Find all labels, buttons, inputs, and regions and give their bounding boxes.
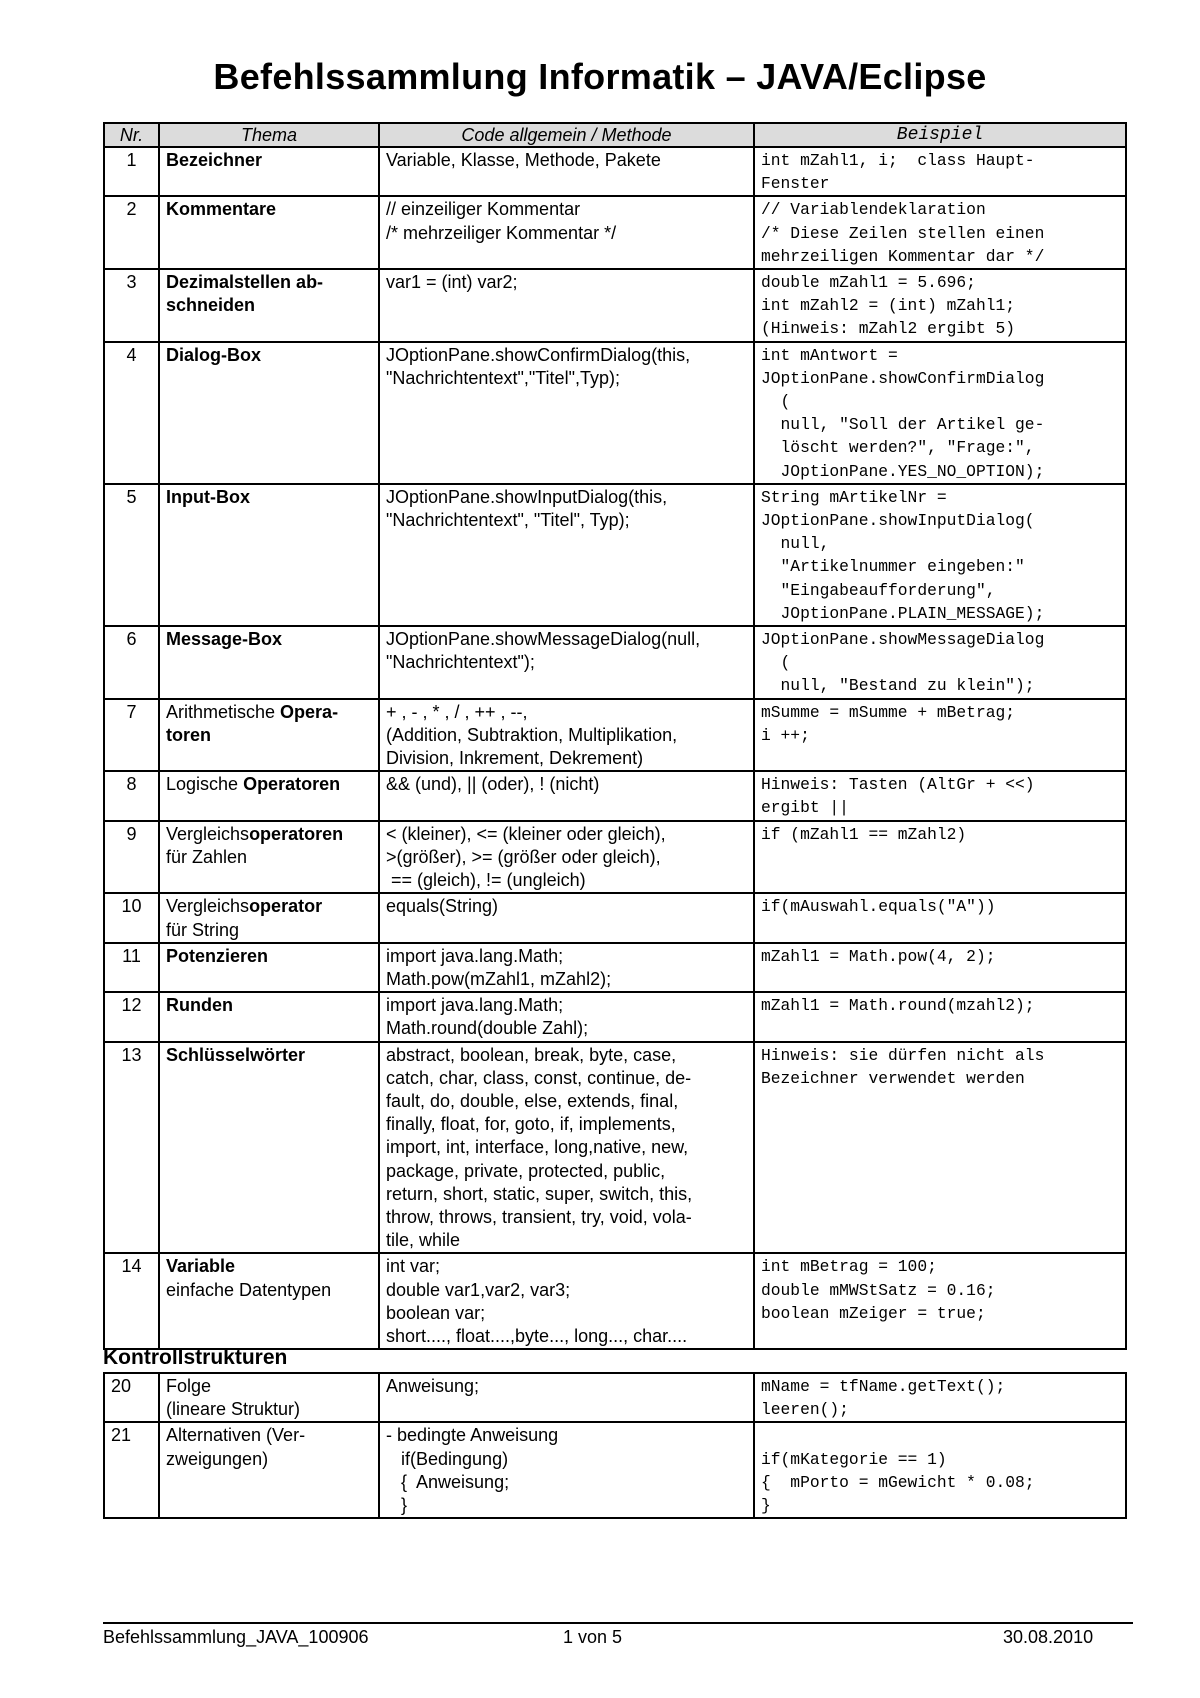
row-topic bbox=[159, 269, 379, 342]
example-line: if(mAuswahl.equals("A")) bbox=[761, 897, 996, 917]
footer-page-number: 1 von 5 bbox=[563, 1627, 623, 1647]
row-code bbox=[379, 1373, 754, 1422]
example-line: Hinweis: Tasten (AltGr + <<) bbox=[761, 775, 1035, 795]
row-number: 4 bbox=[104, 342, 159, 484]
row-code bbox=[379, 626, 754, 699]
row-topic bbox=[159, 992, 379, 1041]
row-number: 9 bbox=[104, 821, 159, 894]
header-thema: Thema bbox=[159, 123, 379, 147]
code-line: JOptionPane.showInputDialog(this, bbox=[386, 486, 668, 507]
code-line: Division, Inkrement, Dekrement) bbox=[386, 748, 644, 769]
topic-text-bold: Kommentare bbox=[166, 199, 277, 220]
row-topic bbox=[159, 626, 379, 699]
topic-text-bold: Dialog-Box bbox=[166, 344, 262, 365]
code-line: tile, while bbox=[386, 1230, 461, 1251]
row-topic bbox=[159, 893, 379, 942]
row-topic bbox=[159, 1042, 379, 1254]
example-line: String mArtikelNr = bbox=[761, 487, 947, 507]
topic-text: zweigungen) bbox=[166, 1448, 269, 1469]
topic-text: einfache Datentypen bbox=[166, 1279, 332, 1300]
example-line: null, "Bestand zu klein"); bbox=[761, 676, 1035, 696]
example-line: JOptionPane.showConfirmDialog bbox=[761, 368, 1045, 388]
topic-text-bold: Schlüsselwörter bbox=[166, 1044, 306, 1065]
topic-line bbox=[166, 1398, 372, 1421]
page-title: Befehlssammlung Informatik – JAVA/Eclipse bbox=[213, 56, 987, 97]
example-line: double mZahl1 = 5.696; bbox=[761, 273, 976, 293]
topic-line bbox=[166, 1044, 372, 1067]
table-row bbox=[104, 1373, 1126, 1422]
table-row bbox=[104, 196, 1126, 269]
code-line: return, short, static, super, switch, this, bbox=[386, 1183, 693, 1204]
topic-line bbox=[166, 773, 372, 796]
code-line: throw, throws, transient, try, void, vola- bbox=[386, 1206, 692, 1227]
table-row bbox=[104, 484, 1126, 626]
code-line: "Nachrichtentext", "Titel", Typ); bbox=[386, 510, 630, 531]
code-line: /* mehrzeiliger Kommentar */ bbox=[386, 222, 617, 243]
row-code bbox=[379, 1253, 754, 1349]
code-line: == (gleich), != (ungleich) bbox=[386, 870, 586, 891]
row-number: 13 bbox=[104, 1042, 159, 1254]
example-line: mName = tfName.getText(); bbox=[761, 1377, 1006, 1396]
topic-text-bold: Bezeichner bbox=[166, 150, 263, 170]
table-row bbox=[104, 893, 1126, 942]
row-number: 11 bbox=[104, 943, 159, 992]
row-example bbox=[754, 147, 1126, 196]
example-line: "Artikelnummer eingeben:" bbox=[761, 557, 1025, 577]
row-example bbox=[754, 1042, 1126, 1254]
topic-text: Alternativen (Ver- bbox=[166, 1425, 306, 1446]
row-topic bbox=[159, 196, 379, 269]
row-code bbox=[379, 484, 754, 626]
code-line: } bbox=[386, 1495, 408, 1516]
row-code bbox=[379, 1042, 754, 1254]
topic-text: für Zahlen bbox=[166, 846, 248, 867]
table-row bbox=[104, 626, 1126, 699]
topic-line bbox=[166, 1448, 372, 1471]
example-line: ( bbox=[761, 392, 791, 412]
code-line: var1 = (int) var2; bbox=[386, 272, 518, 293]
topic-line bbox=[166, 628, 372, 651]
code-line: + , - , * , / , ++ , --, bbox=[386, 701, 528, 722]
row-code bbox=[379, 893, 754, 942]
table-row bbox=[104, 699, 1126, 772]
example-line: int mZahl2 = (int) mZahl1; bbox=[761, 296, 1016, 316]
code-line: abstract, boolean, break, byte, case, bbox=[386, 1044, 677, 1065]
row-code bbox=[379, 992, 754, 1041]
code-line: equals(String) bbox=[386, 896, 499, 917]
row-topic bbox=[159, 1422, 379, 1518]
row-example bbox=[754, 699, 1126, 772]
row-number: 8 bbox=[104, 771, 159, 820]
row-number: 3 bbox=[104, 269, 159, 342]
example-line: if (mZahl1 == mZahl2) bbox=[761, 824, 967, 844]
topic-text-bold: Opera- bbox=[280, 701, 339, 722]
topic-text-bold: Dezimalstellen ab- bbox=[166, 272, 324, 293]
row-number: 5 bbox=[104, 484, 159, 626]
command-table bbox=[103, 122, 1127, 1350]
topic-text: Folge bbox=[166, 1376, 212, 1396]
topic-line bbox=[166, 149, 372, 172]
row-topic bbox=[159, 771, 379, 820]
topic-line bbox=[166, 1424, 372, 1447]
code-line: // einzeiliger Kommentar bbox=[386, 199, 581, 220]
code-line: Math.pow(mZahl1, mZahl2); bbox=[386, 968, 612, 989]
header-nr: Nr. bbox=[104, 123, 159, 147]
topic-text: Vergleichs bbox=[166, 823, 250, 844]
topic-line bbox=[166, 198, 372, 221]
row-code bbox=[379, 1422, 754, 1518]
code-line: short...., float....,byte..., long..., char.... bbox=[386, 1325, 688, 1346]
table-row bbox=[104, 147, 1126, 196]
row-code bbox=[379, 269, 754, 342]
row-code bbox=[379, 699, 754, 772]
row-example bbox=[754, 1422, 1126, 1518]
example-line: boolean mZeiger = true; bbox=[761, 1303, 986, 1323]
row-number: 1 bbox=[104, 147, 159, 196]
example-line: mZahl1 = Math.round(mzahl2); bbox=[761, 996, 1035, 1016]
topic-line bbox=[166, 994, 372, 1017]
row-example bbox=[754, 484, 1126, 626]
topic-text-bold: Potenzieren bbox=[166, 945, 269, 966]
example-line: ( bbox=[761, 653, 791, 673]
code-line: Math.round(double Zahl); bbox=[386, 1018, 589, 1039]
example-line: (Hinweis: mZahl2 ergibt 5) bbox=[761, 319, 1016, 339]
row-code bbox=[379, 196, 754, 269]
topic-line bbox=[166, 945, 372, 968]
example-line: Fenster bbox=[761, 174, 830, 194]
code-line: import, int, interface, long,native, new, bbox=[386, 1137, 689, 1158]
topic-text-bold: toren bbox=[166, 724, 211, 745]
row-topic bbox=[159, 484, 379, 626]
row-number: 12 bbox=[104, 992, 159, 1041]
code-line: { Anweisung; bbox=[386, 1471, 510, 1492]
topic-line bbox=[166, 294, 372, 317]
topic-line bbox=[166, 919, 372, 942]
code-line: Anweisung; bbox=[386, 1376, 480, 1396]
code-line: package, private, protected, public, bbox=[386, 1160, 666, 1181]
topic-text-bold: schneiden bbox=[166, 295, 256, 316]
code-line: fault, do, double, else, extends, final, bbox=[386, 1090, 679, 1111]
example-line: i ++; bbox=[761, 725, 810, 745]
code-line: catch, char, class, const, continue, de- bbox=[386, 1067, 692, 1088]
topic-line bbox=[166, 1279, 372, 1302]
footer-date: 30.08.2010 bbox=[1003, 1627, 1094, 1647]
table-row bbox=[104, 943, 1126, 992]
code-line: boolean var; bbox=[386, 1302, 486, 1323]
table-row bbox=[104, 1042, 1126, 1254]
table-row bbox=[104, 771, 1126, 820]
code-line: "Nachrichtentext"); bbox=[386, 652, 535, 673]
topic-text-bold: operator bbox=[249, 896, 323, 917]
topic-line bbox=[166, 1375, 372, 1398]
example-line: JOptionPane.PLAIN_MESSAGE); bbox=[761, 603, 1045, 623]
topic-text-bold: Message-Box bbox=[166, 629, 283, 650]
topic-line bbox=[166, 823, 372, 846]
topic-text: Logische bbox=[166, 774, 244, 795]
row-topic bbox=[159, 821, 379, 894]
example-line: JOptionPane.showInputDialog( bbox=[761, 511, 1035, 531]
code-line: import java.lang.Math; bbox=[386, 995, 564, 1016]
example-line: { mPorto = mGewicht * 0.08; bbox=[761, 1472, 1035, 1492]
example-line: löscht werden?", "Frage:", bbox=[761, 438, 1035, 458]
row-code bbox=[379, 771, 754, 820]
header-beispiel: Beispiel bbox=[754, 123, 1126, 147]
code-line: Variable, Klasse, Methode, Pakete bbox=[386, 150, 661, 170]
table-row bbox=[104, 1422, 1126, 1518]
row-example bbox=[754, 992, 1126, 1041]
row-example bbox=[754, 943, 1126, 992]
row-example bbox=[754, 771, 1126, 820]
code-line: JOptionPane.showConfirmDialog(this, bbox=[386, 344, 691, 365]
code-line: finally, float, for, goto, if, implements, bbox=[386, 1114, 676, 1135]
topic-line bbox=[166, 1255, 372, 1278]
row-topic bbox=[159, 342, 379, 484]
row-topic bbox=[159, 147, 379, 196]
example-line: JOptionPane.YES_NO_OPTION); bbox=[761, 461, 1045, 481]
table-row bbox=[104, 269, 1126, 342]
example-line: Hinweis: sie dürfen nicht als bbox=[761, 1045, 1045, 1065]
row-number: 7 bbox=[104, 699, 159, 772]
row-number: 20 bbox=[104, 1373, 159, 1422]
table-row bbox=[104, 992, 1126, 1041]
example-line: mSumme = mSumme + mBetrag; bbox=[761, 702, 1016, 722]
example-line: int mAntwort = bbox=[761, 345, 898, 365]
row-topic bbox=[159, 699, 379, 772]
row-number: 2 bbox=[104, 196, 159, 269]
code-line: int var; bbox=[386, 1256, 441, 1277]
row-number: 21 bbox=[104, 1422, 159, 1518]
header-code: Code allgemein / Methode bbox=[379, 123, 754, 147]
topic-line bbox=[166, 486, 372, 509]
row-number: 10 bbox=[104, 893, 159, 942]
row-example bbox=[754, 1373, 1126, 1422]
row-topic bbox=[159, 1253, 379, 1349]
topic-text: (lineare Struktur) bbox=[166, 1399, 301, 1420]
code-line: >(größer), >= (größer oder gleich), bbox=[386, 846, 661, 867]
example-line: int mZahl1, i; class Haupt- bbox=[761, 151, 1035, 170]
example-line: mehrzeiligen Kommentar dar */ bbox=[761, 246, 1045, 266]
footer-filename: Befehlssammlung_JAVA_100906 bbox=[103, 1627, 369, 1647]
topic-text-bold: operatoren bbox=[249, 823, 344, 844]
example-line: Bezeichner verwendet werden bbox=[761, 1068, 1025, 1088]
topic-line bbox=[166, 344, 372, 367]
example-line: null, bbox=[761, 534, 830, 554]
example-line: JOptionPane.showMessageDialog bbox=[761, 630, 1045, 650]
example-line: ergibt || bbox=[761, 798, 849, 818]
example-line: double mMWStSatz = 0.16; bbox=[761, 1280, 996, 1300]
row-example bbox=[754, 1253, 1126, 1349]
row-example bbox=[754, 626, 1126, 699]
code-line: (Addition, Subtraktion, Multiplikation, bbox=[386, 724, 678, 745]
table-row bbox=[104, 1253, 1126, 1349]
code-line: < (kleiner), <= (kleiner oder gleich), bbox=[386, 823, 666, 844]
row-code bbox=[379, 147, 754, 196]
topic-text-bold: Runden bbox=[166, 995, 233, 1016]
example-line: if(mKategorie == 1) bbox=[761, 1449, 947, 1469]
example-line: } bbox=[761, 1496, 771, 1516]
topic-line bbox=[166, 895, 372, 918]
footer-divider bbox=[103, 1622, 1133, 1624]
topic-line bbox=[166, 271, 372, 294]
example-line: leeren(); bbox=[761, 1400, 849, 1420]
topic-text: Arithmetische bbox=[166, 701, 281, 722]
topic-text: Vergleichs bbox=[166, 896, 250, 917]
code-line: if(Bedingung) bbox=[386, 1448, 509, 1469]
code-line: && (und), || (oder), ! (nicht) bbox=[386, 774, 600, 795]
example-line: null, "Soll der Artikel ge- bbox=[761, 415, 1045, 435]
code-line: double var1,var2, var3; bbox=[386, 1279, 571, 1300]
row-example bbox=[754, 893, 1126, 942]
row-example bbox=[754, 196, 1126, 269]
topic-line bbox=[166, 846, 372, 869]
example-line: mZahl1 = Math.pow(4, 2); bbox=[761, 946, 996, 966]
topic-line bbox=[166, 724, 372, 747]
row-code bbox=[379, 943, 754, 992]
topic-text: für String bbox=[166, 919, 240, 940]
section-title-kontrollstrukturen: Kontrollstrukturen bbox=[103, 1346, 288, 1369]
table-row bbox=[104, 342, 1126, 484]
code-line: import java.lang.Math; bbox=[386, 945, 564, 966]
example-line: "Eingabeaufforderung", bbox=[761, 580, 996, 600]
topic-text-bold: Input-Box bbox=[166, 486, 250, 507]
row-example bbox=[754, 821, 1126, 894]
row-code bbox=[379, 821, 754, 894]
example-line bbox=[761, 1424, 1119, 1447]
example-line: /* Diese Zeilen stellen einen bbox=[761, 223, 1045, 243]
code-line: - bedingte Anweisung bbox=[386, 1425, 559, 1446]
row-code bbox=[379, 342, 754, 484]
row-number: 6 bbox=[104, 626, 159, 699]
row-topic bbox=[159, 943, 379, 992]
topic-text-bold: Operatoren bbox=[243, 774, 341, 795]
topic-text-bold: Variable bbox=[166, 1256, 236, 1277]
table-header-row bbox=[104, 123, 1126, 147]
row-number: 14 bbox=[104, 1253, 159, 1349]
code-line: JOptionPane.showMessageDialog(null, bbox=[386, 629, 701, 650]
code-line: "Nachrichtentext","Titel",Typ); bbox=[386, 367, 620, 388]
control-structures-table bbox=[103, 1372, 1127, 1519]
example-line: // Variablendeklaration bbox=[761, 200, 986, 220]
example-line: int mBetrag = 100; bbox=[761, 1257, 937, 1277]
row-example bbox=[754, 342, 1126, 484]
table-row bbox=[104, 821, 1126, 894]
row-topic bbox=[159, 1373, 379, 1422]
topic-line bbox=[166, 701, 372, 724]
row-example bbox=[754, 269, 1126, 342]
